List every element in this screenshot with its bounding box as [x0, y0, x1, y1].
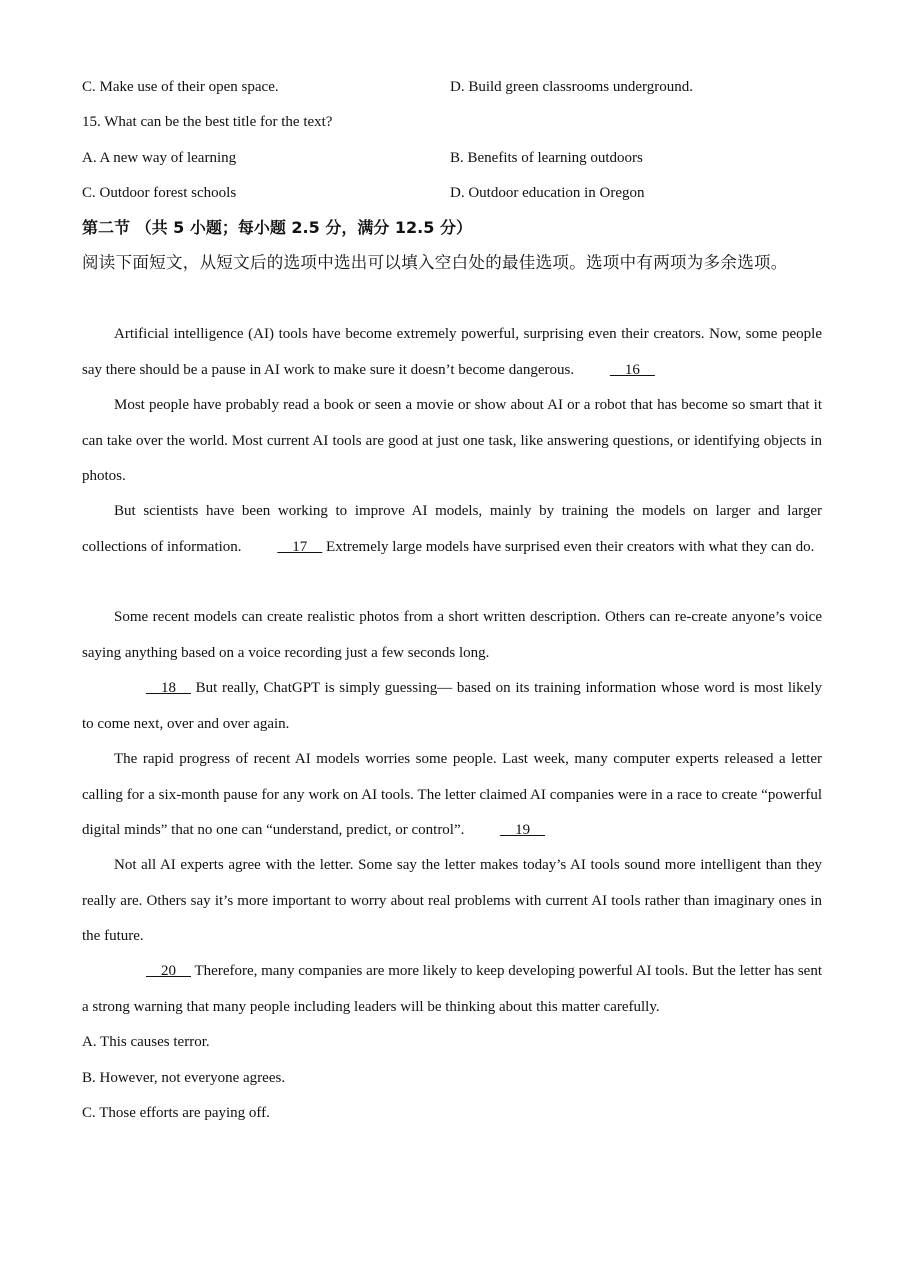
paragraph-text: Artificial intelligence (AI) tools have become extremely powerful, surprising even their creators. Now, some people say there should be a pause in AI work to make sure it doesn’t become dangerous. [82, 326, 822, 378]
passage-paragraph-8 [82, 954, 822, 1025]
passage-paragraph-1 [82, 317, 822, 388]
option-c: C. Those efforts are paying off. [82, 1105, 270, 1121]
q15-option-c: C. Outdoor forest schools [82, 185, 237, 201]
passage-paragraph-5 [82, 671, 822, 742]
passage-paragraph-2: Most people have probably read a book or seen a movie or show about AI or a robot that has become so smart that it can take over the world. Most current AI tools are good at just one task, like answering questions, or identifying objects in photos. [82, 397, 822, 484]
blank-17: 17 [277, 538, 323, 555]
q15-option-b: B. Benefits of learning outdoors [450, 150, 643, 166]
section-heading: 第二节 （共 5 小题；每小题 2.5 分，满分 12.5 分） [82, 218, 472, 237]
option-a: A. This causes terror. [82, 1034, 210, 1050]
q14-options-row [82, 76, 694, 98]
paragraph-text: The rapid progress of recent AI models worries some people. Last week, many computer experts released a letter calling for a six-month pause for any work on AI tools. The letter claimed AI companies were in a race to create “powerful digital minds” that no one can “understand, predict, or control”. [82, 751, 822, 838]
q15-option-a: A. A new way of learning [82, 150, 237, 166]
paragraph-text: Extremely large models have surprised even their creators with what they can do. [326, 538, 815, 555]
passage-paragraph-4: Some recent models can create realistic photos from a short written description. Others can re-create anyone’s voice saying anything based on a voice recording just a few seconds long. [82, 609, 822, 661]
option-b: B. However, not everyone agrees. [82, 1070, 286, 1086]
blank-19: 19 [500, 822, 546, 838]
passage-paragraph-7: Not all AI experts agree with the letter. Some say the letter makes today’s AI tools sound more intelligent than they really are. Others say it’s more important to worry about real problems with current AI tools rather than imaginary ones in the future. [82, 857, 822, 944]
q15-question: 15. What can be the best title for the text? [82, 114, 333, 130]
section-instruction: 阅读下面短文，从短文后的选项中选出可以填入空白处的最佳选项。选项中有两项为多余选项。 [82, 253, 788, 272]
blank-20: 20 [146, 963, 191, 979]
paragraph-text: Therefore, many companies are more likely to keep developing powerful AI tools. But the letter has sent a strong warning that many people including leaders will be thinking about this matter carefully. [82, 963, 822, 1015]
q15-options-row-2 [82, 182, 645, 204]
q15-option-d: D. Outdoor education in Oregon [450, 185, 645, 201]
passage-paragraph-3 [82, 494, 822, 565]
paragraph-text: But really, ChatGPT is simply guessing— based on its training information whose word is most likely to come next, over and over again. [82, 680, 822, 732]
paragraph-text: But scientists have been working to improve AI models, mainly by training the models on larger and larger collections of information. [82, 503, 822, 555]
q15-options-row-1 [82, 147, 643, 169]
blank-18: 18 [146, 680, 191, 696]
q14-option-d: D. Build green classrooms underground. [450, 79, 694, 95]
passage-paragraph-6 [82, 742, 822, 849]
q14-option-c: C. Make use of their open space. [82, 79, 279, 95]
blank-16: 16 [609, 361, 655, 378]
